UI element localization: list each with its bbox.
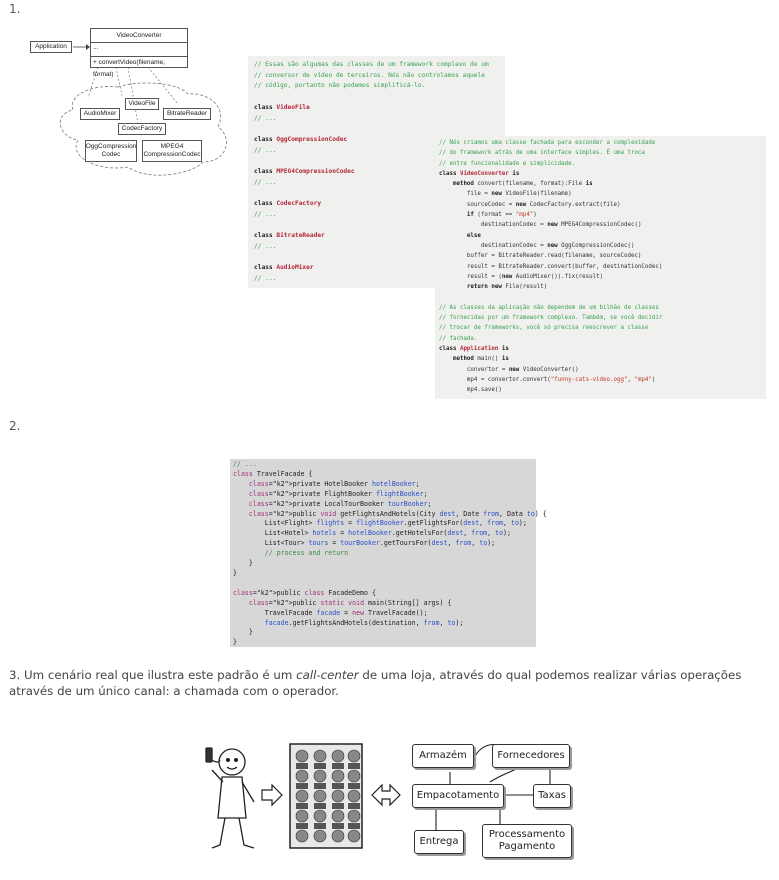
box-empacotamento: Empacotamento [412, 784, 504, 808]
code-line: // Essas são algumas das classes de um framework complexo de um [254, 61, 489, 68]
code-line [233, 579, 533, 589]
code-line: class MPEG4CompressionCodec [254, 168, 355, 176]
code-line: // ... [254, 275, 277, 283]
code-line: // ... [254, 242, 277, 250]
uml-videoconverter-field: ... [91, 43, 187, 57]
code-line: List<Flight> flights = flightBooker.getFlightsFor(dest, from, to); [233, 519, 527, 528]
code-line: // entre funcionalidade e simplicidade. [439, 160, 576, 167]
code-line [254, 124, 499, 135]
code-line: // código, portanto não podemos simplificá-lo. [254, 82, 426, 90]
code-line: mp4 = convertor.convert("funny-cats-video.ogg", "mp4") [439, 376, 656, 383]
code-line: result = (new AudioMixer()).fix(result) [439, 273, 604, 280]
code-line: class Application is [439, 345, 509, 352]
code-line: // fachada. [439, 335, 478, 342]
code-line: buffer = BitrateReader.read(filename, sourceCodec) [439, 253, 642, 260]
arrow-right-icon [262, 785, 282, 805]
code-line: // ... [254, 210, 277, 218]
uml-videoconverter-title: VideoConverter [91, 29, 187, 43]
box-taxas: Taxas [533, 784, 571, 808]
code-line: if (format == "mp4") [466, 212, 537, 219]
uml-videofile-box: VideoFile [125, 98, 159, 110]
box-armazem: Armazém [412, 744, 474, 768]
code-block-facade [435, 136, 766, 399]
code-line: // trocar de frameworks, você só precisa reescrever a classe [439, 325, 649, 332]
uml-bitratereader-box: BitrateReader [163, 108, 211, 120]
code-line: method convert(filename, format):File is [452, 181, 593, 188]
code-line: class="k2">public void getFlightsAndHotels(City dest, Date from, Data to) { [248, 509, 547, 518]
code-line: class TravelFacade { [233, 469, 313, 478]
code-line: // ... [233, 460, 257, 468]
code-line: // fornecidas por um framework complexo. Também, se você decidir [439, 315, 663, 322]
uml-videoconverter-method: + convertVideo(filename, format) [93, 59, 165, 78]
code-line: class="k2">private FlightBooker flightBooker; [248, 489, 428, 498]
call-center-illustration [190, 730, 580, 860]
code-line: destinationCodec = new MPEG4CompressionCodec() [439, 222, 642, 229]
uml-diagram [28, 22, 240, 182]
code-line: facade.getFlightsAndHotels(destination, from, to); [264, 618, 464, 627]
code-line: class VideoConverter is [439, 170, 520, 177]
code-line: result = BitrateReader.convert(buffer, destinationCodec) [439, 263, 663, 270]
box-fornecedores: Fornecedores [492, 744, 570, 768]
code-line: return new File(result) [466, 284, 548, 291]
section-2-number: 2. [9, 419, 21, 433]
paragraph-call-center: call-center [296, 668, 359, 682]
operators-crowd-icon [290, 744, 362, 848]
code-line: // ... [254, 146, 277, 154]
section-3-paragraph [9, 667, 774, 699]
code-line: // ... [254, 114, 277, 122]
person-icon [206, 748, 254, 848]
code-line: class OggCompressionCodec [254, 135, 348, 143]
code-line: } [233, 568, 237, 577]
code-line: // Nós criamos uma classe fachada para esconder a complexidade [439, 140, 656, 146]
code-line: mp4.save() [439, 387, 502, 394]
uml-mpeg4codec-box: MPEG4 CompressionCodec [142, 140, 202, 162]
code-line: // do framework atrás de uma interface simples. É uma troca [439, 150, 645, 157]
code-line: } [233, 559, 253, 568]
code-line: file = new VideoFile(filename) [439, 191, 572, 198]
code-line: class="k2">public class FacadeDemo { [233, 588, 376, 597]
paragraph-text-end: de uma loja, através do qual podemos realizar várias operações através de um único canal: a chamada com o operador. [9, 668, 742, 698]
code-line: List<Tour> tours = tourBooker.getToursFor(dest, from, to); [233, 539, 496, 548]
code-line: TravelFacade facade = new TravelFacade(); [233, 608, 428, 617]
code-line: // process and return [233, 549, 349, 558]
code-line: // conversor de vídeo de terceiros. Nós não controlamos aquele [254, 71, 485, 79]
code-line [254, 92, 499, 103]
code-line: else [466, 232, 481, 239]
code-line: class AudioMixer [254, 264, 314, 272]
code-line: class VideoFile [254, 103, 310, 111]
uml-audiomixer-box: AudioMixer [80, 108, 120, 120]
uml-videoconverter-box [90, 28, 188, 78]
uml-application-box: Application [30, 41, 72, 53]
uml-codecfactory-box: CodecFactory [118, 123, 166, 135]
uml-oggcodec-box: OggCompression Codec [85, 140, 137, 162]
code-line: destinationCodec = new OggCompressionCodec() [439, 242, 635, 249]
code-line: method main() is [452, 356, 509, 363]
code-line: class="k2">private HotelBooker hotelBooker; [248, 479, 420, 488]
paragraph-text-start: 3. Um cenário real que ilustra este padrão é um [9, 668, 297, 682]
code-line: } [233, 628, 253, 637]
code-line: sourceCodec = new CodecFactory.extract(file) [439, 201, 621, 208]
box-entrega: Entrega [414, 830, 464, 854]
code-line: } [233, 638, 237, 647]
section-1-number: 1. [9, 2, 21, 16]
code-line: class BitrateReader [254, 232, 325, 240]
code-line [439, 292, 762, 302]
code-line: class="k2">private LocalTourBooker tourBooker; [248, 499, 432, 508]
box-processamento-pagamento: Processamento Pagamento [482, 824, 572, 858]
double-arrow-icon [372, 785, 400, 805]
code-line: // As classes da aplicação não dependem de um bilhão de classes [439, 304, 659, 311]
code-line: class="k2">public static void main(String[] args) { [248, 598, 452, 607]
code-line: convertor = new VideoConverter() [439, 366, 579, 373]
code-line: // ... [254, 178, 277, 186]
code-block-travel-facade [230, 459, 547, 647]
code-line: List<Hotel> hotels = hotelBooker.getHotelsFor(dest, from, to); [233, 529, 511, 538]
code-line: class CodecFactory [254, 200, 322, 208]
